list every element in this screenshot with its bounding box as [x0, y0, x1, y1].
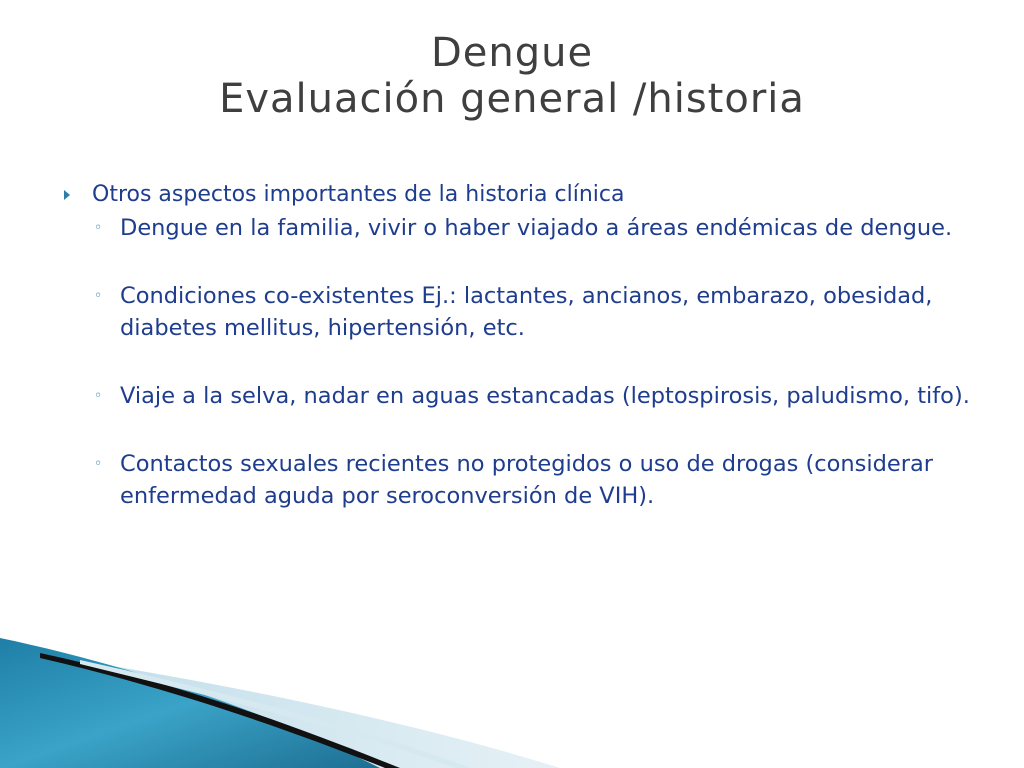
sub-bullet-text: Condiciones co-existentes Ej.: lactantes, ancianos, embarazo, obesidad, diabetes mellitus, hipertensión, etc. [120, 283, 933, 341]
circle-bullet-icon: ◦ [94, 388, 103, 404]
sub-bullet-text: Contactos sexuales recientes no protegidos o uso de drogas (considerar enfermedad aguda por seroconversión de VIH). [120, 451, 934, 509]
circle-bullet-icon: ◦ [94, 288, 103, 304]
sub-bullet-text: Viaje a la selva, nadar en aguas estancadas (leptospirosis, paludismo, tifo). [120, 383, 970, 409]
sub-bullet-item [60, 280, 1000, 344]
triangle-right-icon [64, 190, 70, 200]
sub-bullet-item [60, 380, 1000, 412]
sub-bullet-text: Dengue en la familia, vivir o haber viajado a áreas endémicas de dengue. [120, 215, 953, 241]
circle-bullet-icon: ◦ [94, 456, 103, 472]
title-line-2: Evaluación general /historia [219, 76, 805, 122]
circle-bullet-icon: ◦ [94, 220, 103, 236]
sub-bullet-item [60, 212, 1000, 244]
sub-bullet-item [60, 448, 1000, 512]
decorative-swoosh [0, 638, 1024, 768]
bullet-level1-text: Otros aspectos importantes de la historia clínica [92, 182, 625, 207]
title-line-1: Dengue [430, 30, 594, 76]
slide-body [60, 180, 1000, 512]
bullet-level1 [60, 180, 1000, 210]
slide-title [0, 30, 1024, 122]
